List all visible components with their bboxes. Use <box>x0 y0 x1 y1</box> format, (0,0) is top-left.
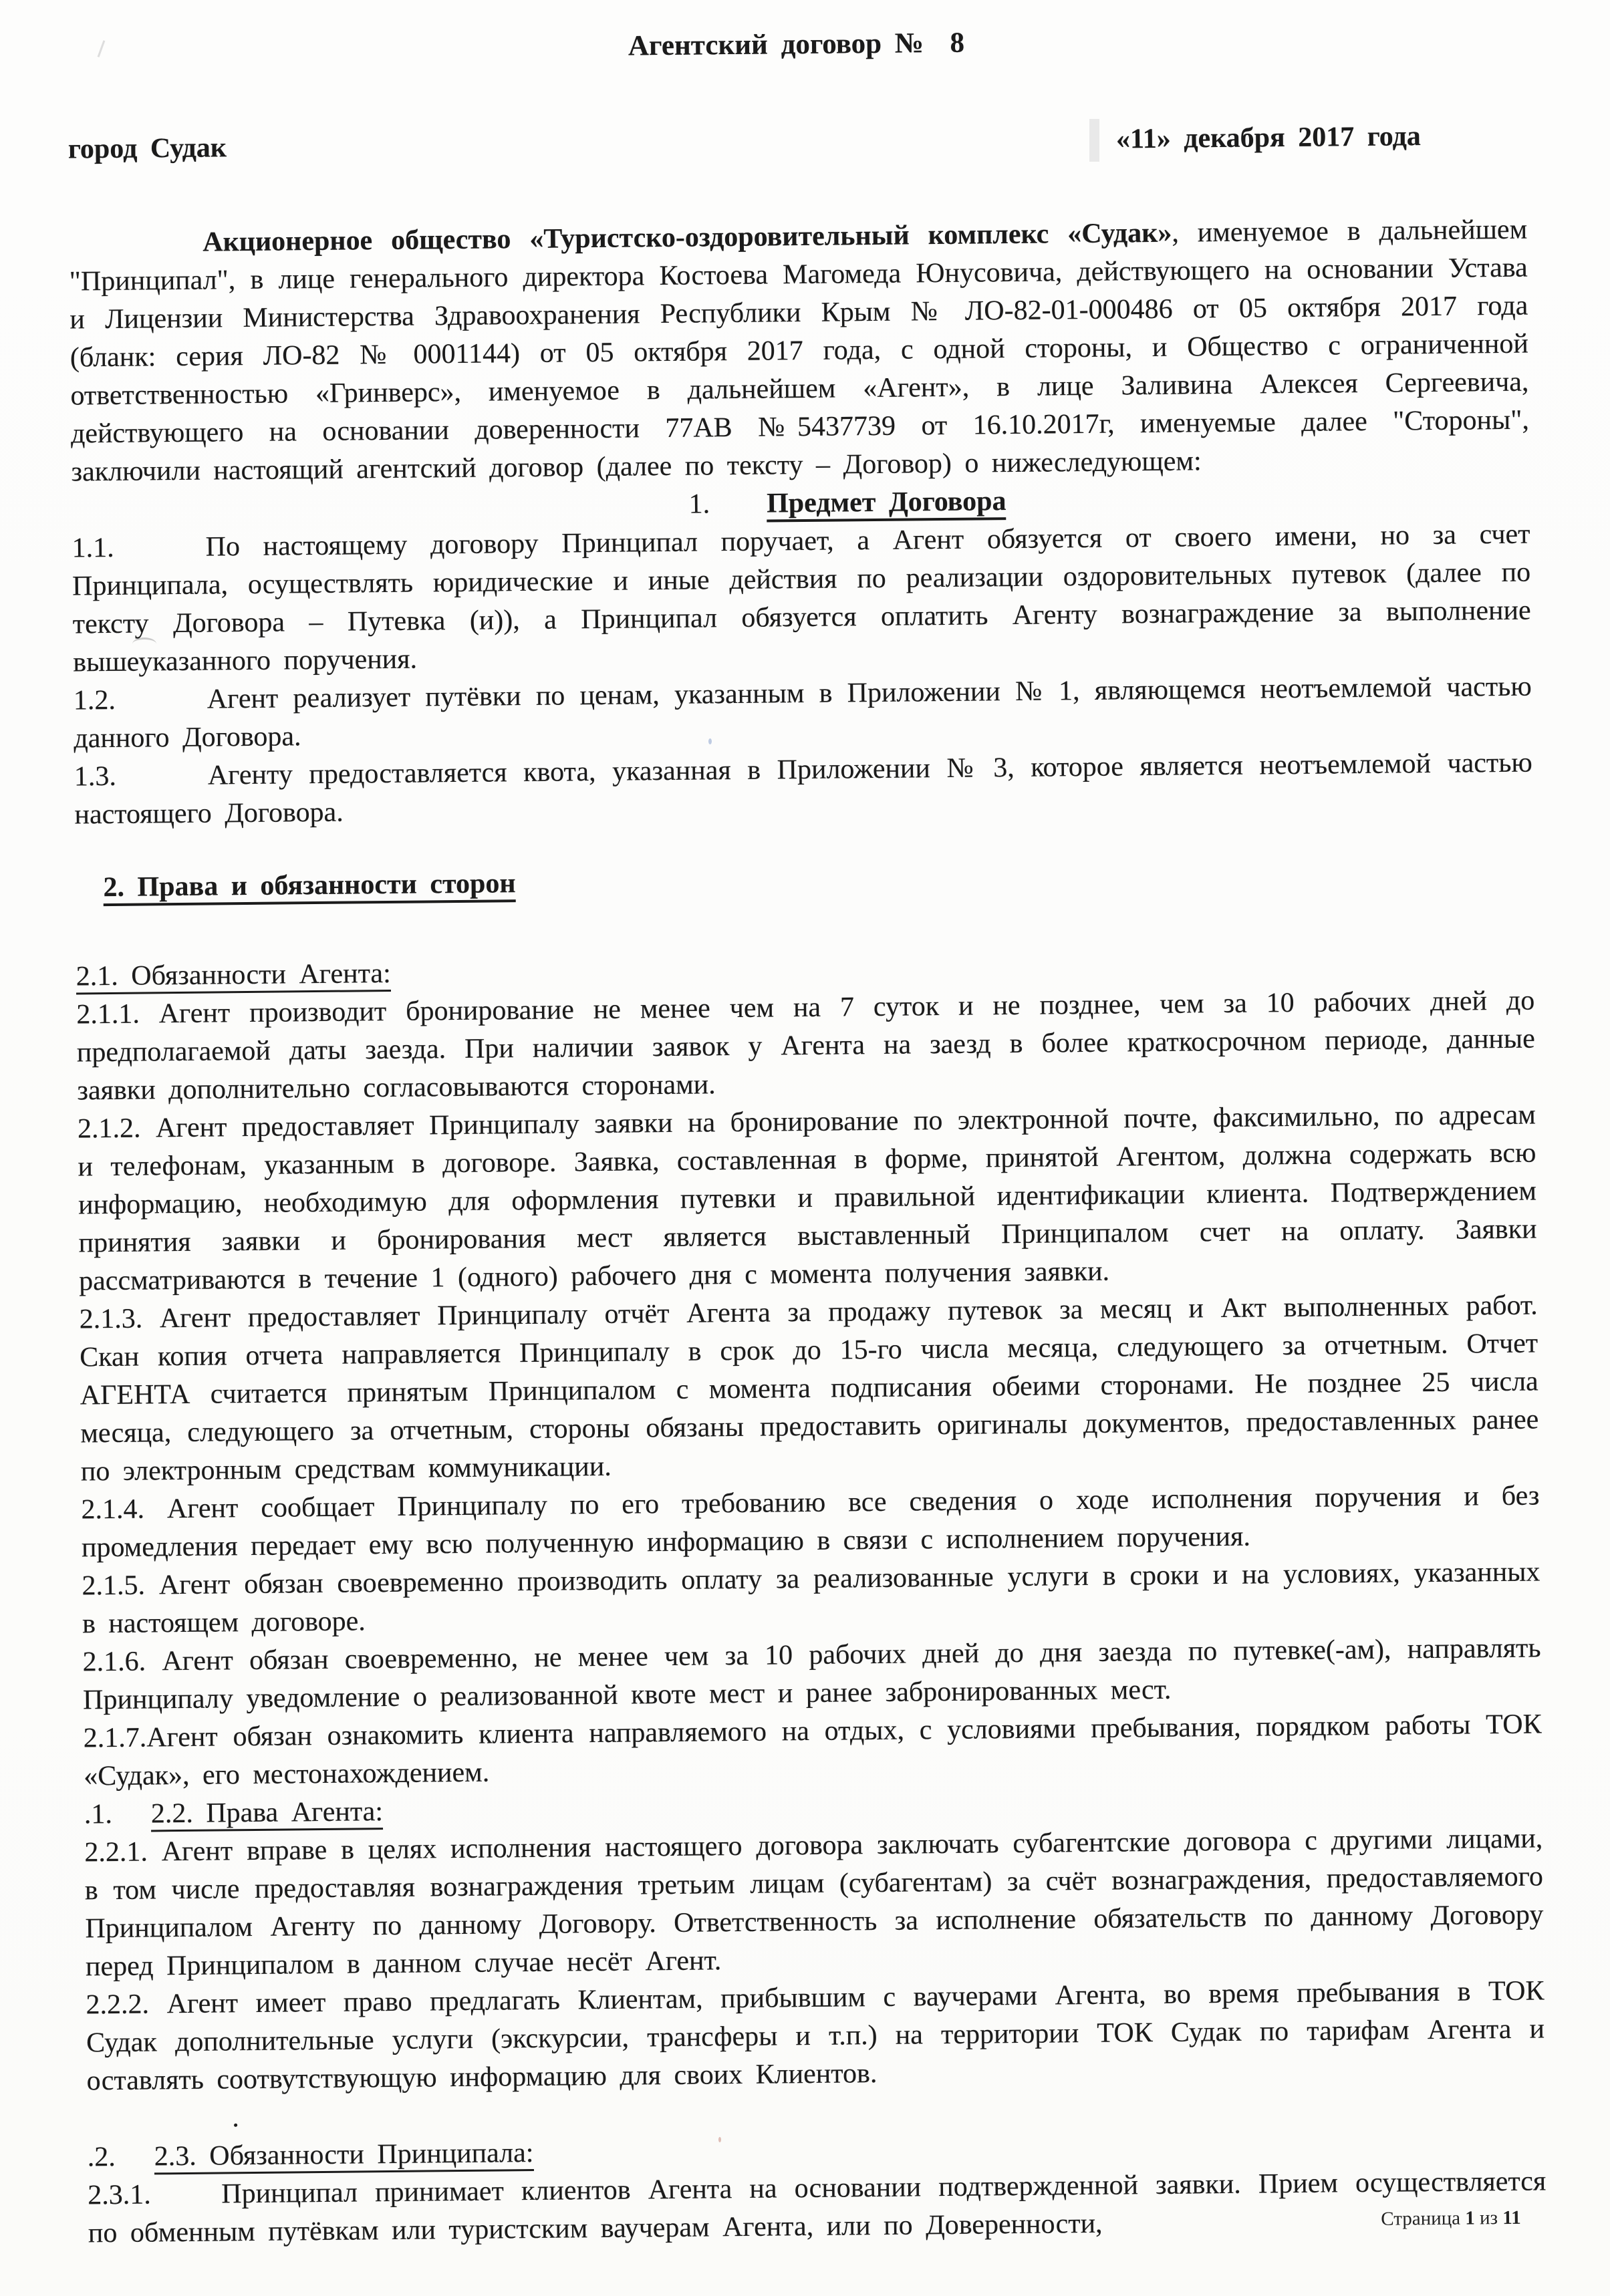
clause-2-2-2: 2.2.2. Агент имеет право предлагать Клиентам, прибывшим с ваучерами Агента, во время пребывания в ТОК Судак дополнительные услуги (экскурсии, трансферы и т.п.) на территории ТОК Судак по тарифам Агента и оставлять соотвутствующую информацию для своих Клиентов. <box>86 1975 1545 2097</box>
intro-company-name: Акционерное общество «Туристско-оздоровительный комплекс «Судак» <box>203 217 1172 258</box>
page-footer <box>1381 2206 1521 2231</box>
section2-3-title: 2.3. Обязанности Принципала: <box>154 2138 534 2174</box>
contract-city: город Судак <box>68 132 227 165</box>
intro-paragraph <box>69 211 1530 492</box>
list-artifact-prefix: .2. <box>87 2141 116 2173</box>
footer-page-number: 1 <box>1465 2207 1475 2229</box>
clause-text: Агенту предоставляется квота, указанная в Приложении № 3, которое является неотъемлемой частью настоящего Договора. <box>74 747 1533 831</box>
clause-number: 1.1. <box>72 532 114 564</box>
clause-2-1-3: 2.1.3. Агент предоставляет Принципалу отчёт Агента за продажу путевок за месяц и Акт выполненных работ. Скан копия отчета направляется Принципалу в срок до 15-го числа месяца, следующего за отчетным. Отчет АГЕНТА считается принятым Принципалом с момента подписания обеими сторонами. Не позднее 25 числа месяца, следующего за отчетным, стороны обязаны предоставить оригиналы документов, предоставленных ранее по электронным средствам коммуникации. <box>79 1290 1539 1487</box>
list-artifact-prefix: .1. <box>84 1799 113 1830</box>
clause-text: Принципал принимает клиентов Агента на основании подтвержденной заявки. Прием осуществляется по обменным путёвкам или туристским ваучерам Агента, или по Доверенности, <box>88 2166 1547 2249</box>
clause-2-1-5: 2.1.5. Агент обязан своевременно производить оплату за реализованные услуги в сроки и на условиях, указанных в настоящем договоре. <box>82 1556 1540 1640</box>
footer-word-of: из <box>1479 2207 1498 2229</box>
clause-1-3 <box>74 744 1533 835</box>
clause-number: 1.3. <box>74 760 117 793</box>
clause-text: По настоящему договору Принципал поручает, а Агент обязуется от своего имени, но за счет Принципала, осуществлять юридические и иные действия по реализации оздоровительных путевок (далее по тексту Договора – Путевка (и)), а Принципал обязуется оплатить Агенту вознаграждение за выполнение вышеуказанного поручения. <box>72 519 1531 678</box>
section1-title: Предмет Договора <box>767 486 1007 522</box>
meta-row <box>68 117 1526 169</box>
clause-2-1-4: 2.1.4. Агент сообщает Принципалу по его требованию все сведения о ходе исполнения поручения и без промедления передает ему всю полученную информацию в связи с исполнением поручения. <box>81 1480 1540 1564</box>
first-line-indent <box>69 251 203 253</box>
footer-page-total: 11 <box>1502 2206 1521 2229</box>
clause-2-1-6: 2.1.6. Агент обязан своевременно, не менее чем за 10 рабочих дней до дня заезда по путевке(-ам), направлять Принципалу уведомление о реализованной квоте мест и ранее забронированных мест. <box>82 1632 1541 1716</box>
contract-date: «11» декабря 2017 года <box>1115 121 1422 155</box>
section2-1-title: 2.1. Обязанности Агента: <box>76 958 391 995</box>
clause-number: 1.2. <box>73 684 116 716</box>
stray-dot: . <box>231 2102 239 2134</box>
intro-text: , именуемое в дальнейшем "Принципал", в лице генерального директора Костоева Магомеда Юнусовича, действующего на основании Устава и Лицензии Министерства Здравоохранения Республики Крым № ЛО-82-01-000486 от 05 октября 2017 года (бланк: серия ЛО-82 № 0001144) от 05 октября 2017 года, с одной стороны, и Общество с ограниченной ответственностью «Гринверс», именуемое в дальнейшем «Агент», в лице Заливина Алексея Сергеевича, действующего на основании доверенности 77АВ №5437739 от 16.10.2017г, именуемые далее "Стороны", заключили настоящий агентский договор (далее по тексту – Договор) о нижеследующем: <box>69 214 1530 488</box>
clause-2-2-1: 2.2.1. Агент вправе в целях исполнения настоящего договора заключать субагентские договора с другими лицами, в том числе предоставляя вознаграждения третьим лицам (субагентам) за счёт вознаграждения, предоставляемого Принципалом Агенту по данному Договору. Ответственность за исполнение обязательств по данному Договору перед Принципалом в данном случае несёт Агент. <box>84 1823 1544 1983</box>
clause-2-1-2: 2.1.2. Агент предоставляет Принципалу заявки на бронирование по электронной почте, факсимильно, по адресам и телефонам, указанным в договоре. Заявка, составленная в форме, принятой Агентом, должна содержать всю информацию, необходимую для оформления путевки и правильной идентификации клиента. Подтверждением принятия заявки и бронирования мест является выставленный Принципалом счет на оплату. Заявки рассматриваются в течение 1 (одного) рабочего дня с момента получения заявки. <box>77 1099 1537 1297</box>
page-title: Агентский договор № 8 <box>628 27 965 62</box>
clause-2-1-1: 2.1.1. Агент производит бронирование не менее чем на 7 суток и не позднее, чем за 10 рабочих дней до предполагаемой даты заезда. При наличии заявок у Агента на заезд в более краткосрочном периоде, данные заявки дополнительно согласовываются сторонами. <box>76 985 1536 1107</box>
section2-heading <box>103 855 1533 907</box>
clause-2-1-7: 2.1.7.Агент обязан ознакомить клиента направляемого на отдых, с условиями пребывания, порядком работы ТОК «Судак», его местонахождением. <box>83 1709 1542 1792</box>
clause-1-2 <box>74 668 1532 758</box>
clause-2-3-1 <box>88 2162 1547 2253</box>
section1-number: 1. <box>688 488 710 520</box>
footer-word-page: Страница <box>1381 2207 1461 2230</box>
clause-text: Агент реализует путёвки по ценам, указанным в Приложении № 1, являющемся неотъемлемой частью данного Договора. <box>74 671 1532 754</box>
clause-1-1 <box>72 516 1531 682</box>
section2-title: 2. Права и обязанности сторон <box>103 868 516 906</box>
clause-number: 2.3.1. <box>88 2179 152 2211</box>
section2-2-title: 2.2. Права Агента: <box>151 1796 384 1832</box>
